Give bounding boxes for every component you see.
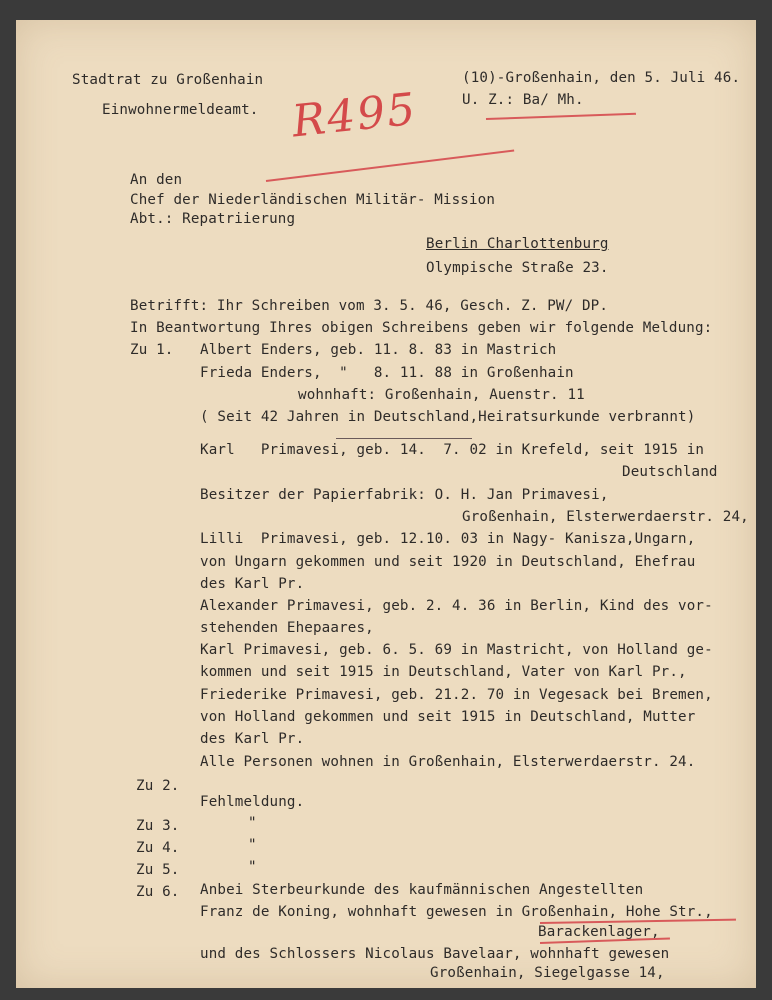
recipient-city: Berlin Charlottenburg — [426, 236, 609, 252]
item-1-line: des Karl Pr. — [200, 576, 305, 592]
item-1-line: Großenhain, Elsterwerdaerstr. 24, — [462, 509, 749, 525]
recipient-street: Olympische Straße 23. — [426, 260, 609, 276]
item-6-line: und des Schlossers Nicolaus Bavelaar, wohnhaft gewesen — [200, 946, 670, 962]
item-1-line: von Ungarn gekommen und seit 1920 in Deutschland, Ehefrau — [200, 554, 696, 570]
letter-page — [16, 20, 756, 988]
item-1-line: Alexander Primavesi, geb. 2. 4. 36 in Berlin, Kind des vor- — [200, 598, 713, 614]
reference-code: U. Z.: Ba/ Mh. — [462, 92, 584, 108]
item-3-label: Zu 3. — [136, 818, 180, 834]
subject-line: Betrifft: Ihr Schreiben vom 3. 5. 46, Gesch. Z. PW/ DP. — [130, 298, 609, 314]
ditto-mark: " — [248, 859, 257, 875]
handwritten-file-number: R495 — [289, 83, 420, 148]
red-underline-2 — [486, 113, 636, 120]
item-1-line: stehenden Ehepaares, — [200, 620, 374, 636]
sender-line-2: Einwohnermeldeamt. — [102, 102, 259, 118]
item-1-line: des Karl Pr. — [200, 731, 305, 747]
item-1-line: Friederike Primavesi, geb. 21.2. 70 in Vegesack bei Bremen, — [200, 687, 713, 703]
place-date: (10)-Großenhain, den 5. Juli 46. — [462, 70, 741, 86]
item-6-label: Zu 6. — [136, 884, 180, 900]
intro-line: In Beantwortung Ihres obigen Schreibens geben wir folgende Meldung: — [130, 320, 713, 336]
ditto-mark: " — [248, 815, 257, 831]
ditto-mark: " — [248, 837, 257, 853]
item-1-line: Besitzer der Papierfabrik: O. H. Jan Primavesi, — [200, 487, 609, 503]
item-5-label: Zu 5. — [136, 862, 180, 878]
item-2-text: Fehlmeldung. — [200, 794, 305, 810]
item-1-line: Karl Primavesi, geb. 6. 5. 69 in Mastricht, von Holland ge- — [200, 642, 713, 658]
recipient-title: Chef der Niederländischen Militär- Mission — [130, 192, 496, 208]
item-1-line: kommen und seit 1915 in Deutschland, Vater von Karl Pr., — [200, 664, 687, 680]
item-1-line: Albert Enders, geb. 11. 8. 83 in Mastrich — [200, 342, 557, 358]
item-1-line: von Holland gekommen und seit 1915 in Deutschland, Mutter — [200, 709, 696, 725]
item-6-line: Anbei Sterbeurkunde des kaufmännischen Angestellten — [200, 882, 644, 898]
pencil-mark — [336, 438, 472, 439]
item-1-line: Lilli Primavesi, geb. 12.10. 03 in Nagy- Kanisza,Ungarn, — [200, 531, 696, 547]
item-1-line: ( Seit 42 Jahren in Deutschland,Heiratsurkunde verbrannt) — [200, 409, 696, 425]
item-1-line: wohnhaft: Großenhain, Auenstr. 11 — [298, 387, 585, 403]
red-underline-1 — [266, 150, 514, 182]
item-2-label: Zu 2. — [136, 778, 180, 794]
recipient-salutation: An den — [130, 172, 183, 188]
item-6-line: Barackenlager, — [538, 924, 660, 940]
recipient-department: Abt.: Repatriierung — [130, 211, 296, 227]
item-6-line: Großenhain, Siegelgasse 14, — [430, 965, 665, 981]
item-1-line: Karl Primavesi, geb. 14. 7. 02 in Krefeld, seit 1915 in — [200, 442, 705, 458]
item-1-label: Zu 1. — [130, 342, 174, 358]
item-6-line: Franz de Koning, wohnhaft gewesen in Großenhain, Hohe Str., — [200, 904, 713, 920]
item-1-line: Frieda Enders, " 8. 11. 88 in Großenhain — [200, 365, 574, 381]
item-1-line: Alle Personen wohnen in Großenhain, Elsterwerdaerstr. 24. — [200, 754, 696, 770]
item-4-label: Zu 4. — [136, 840, 180, 856]
sender-line-1: Stadtrat zu Großenhain — [72, 72, 264, 88]
item-1-line: Deutschland — [622, 464, 718, 480]
